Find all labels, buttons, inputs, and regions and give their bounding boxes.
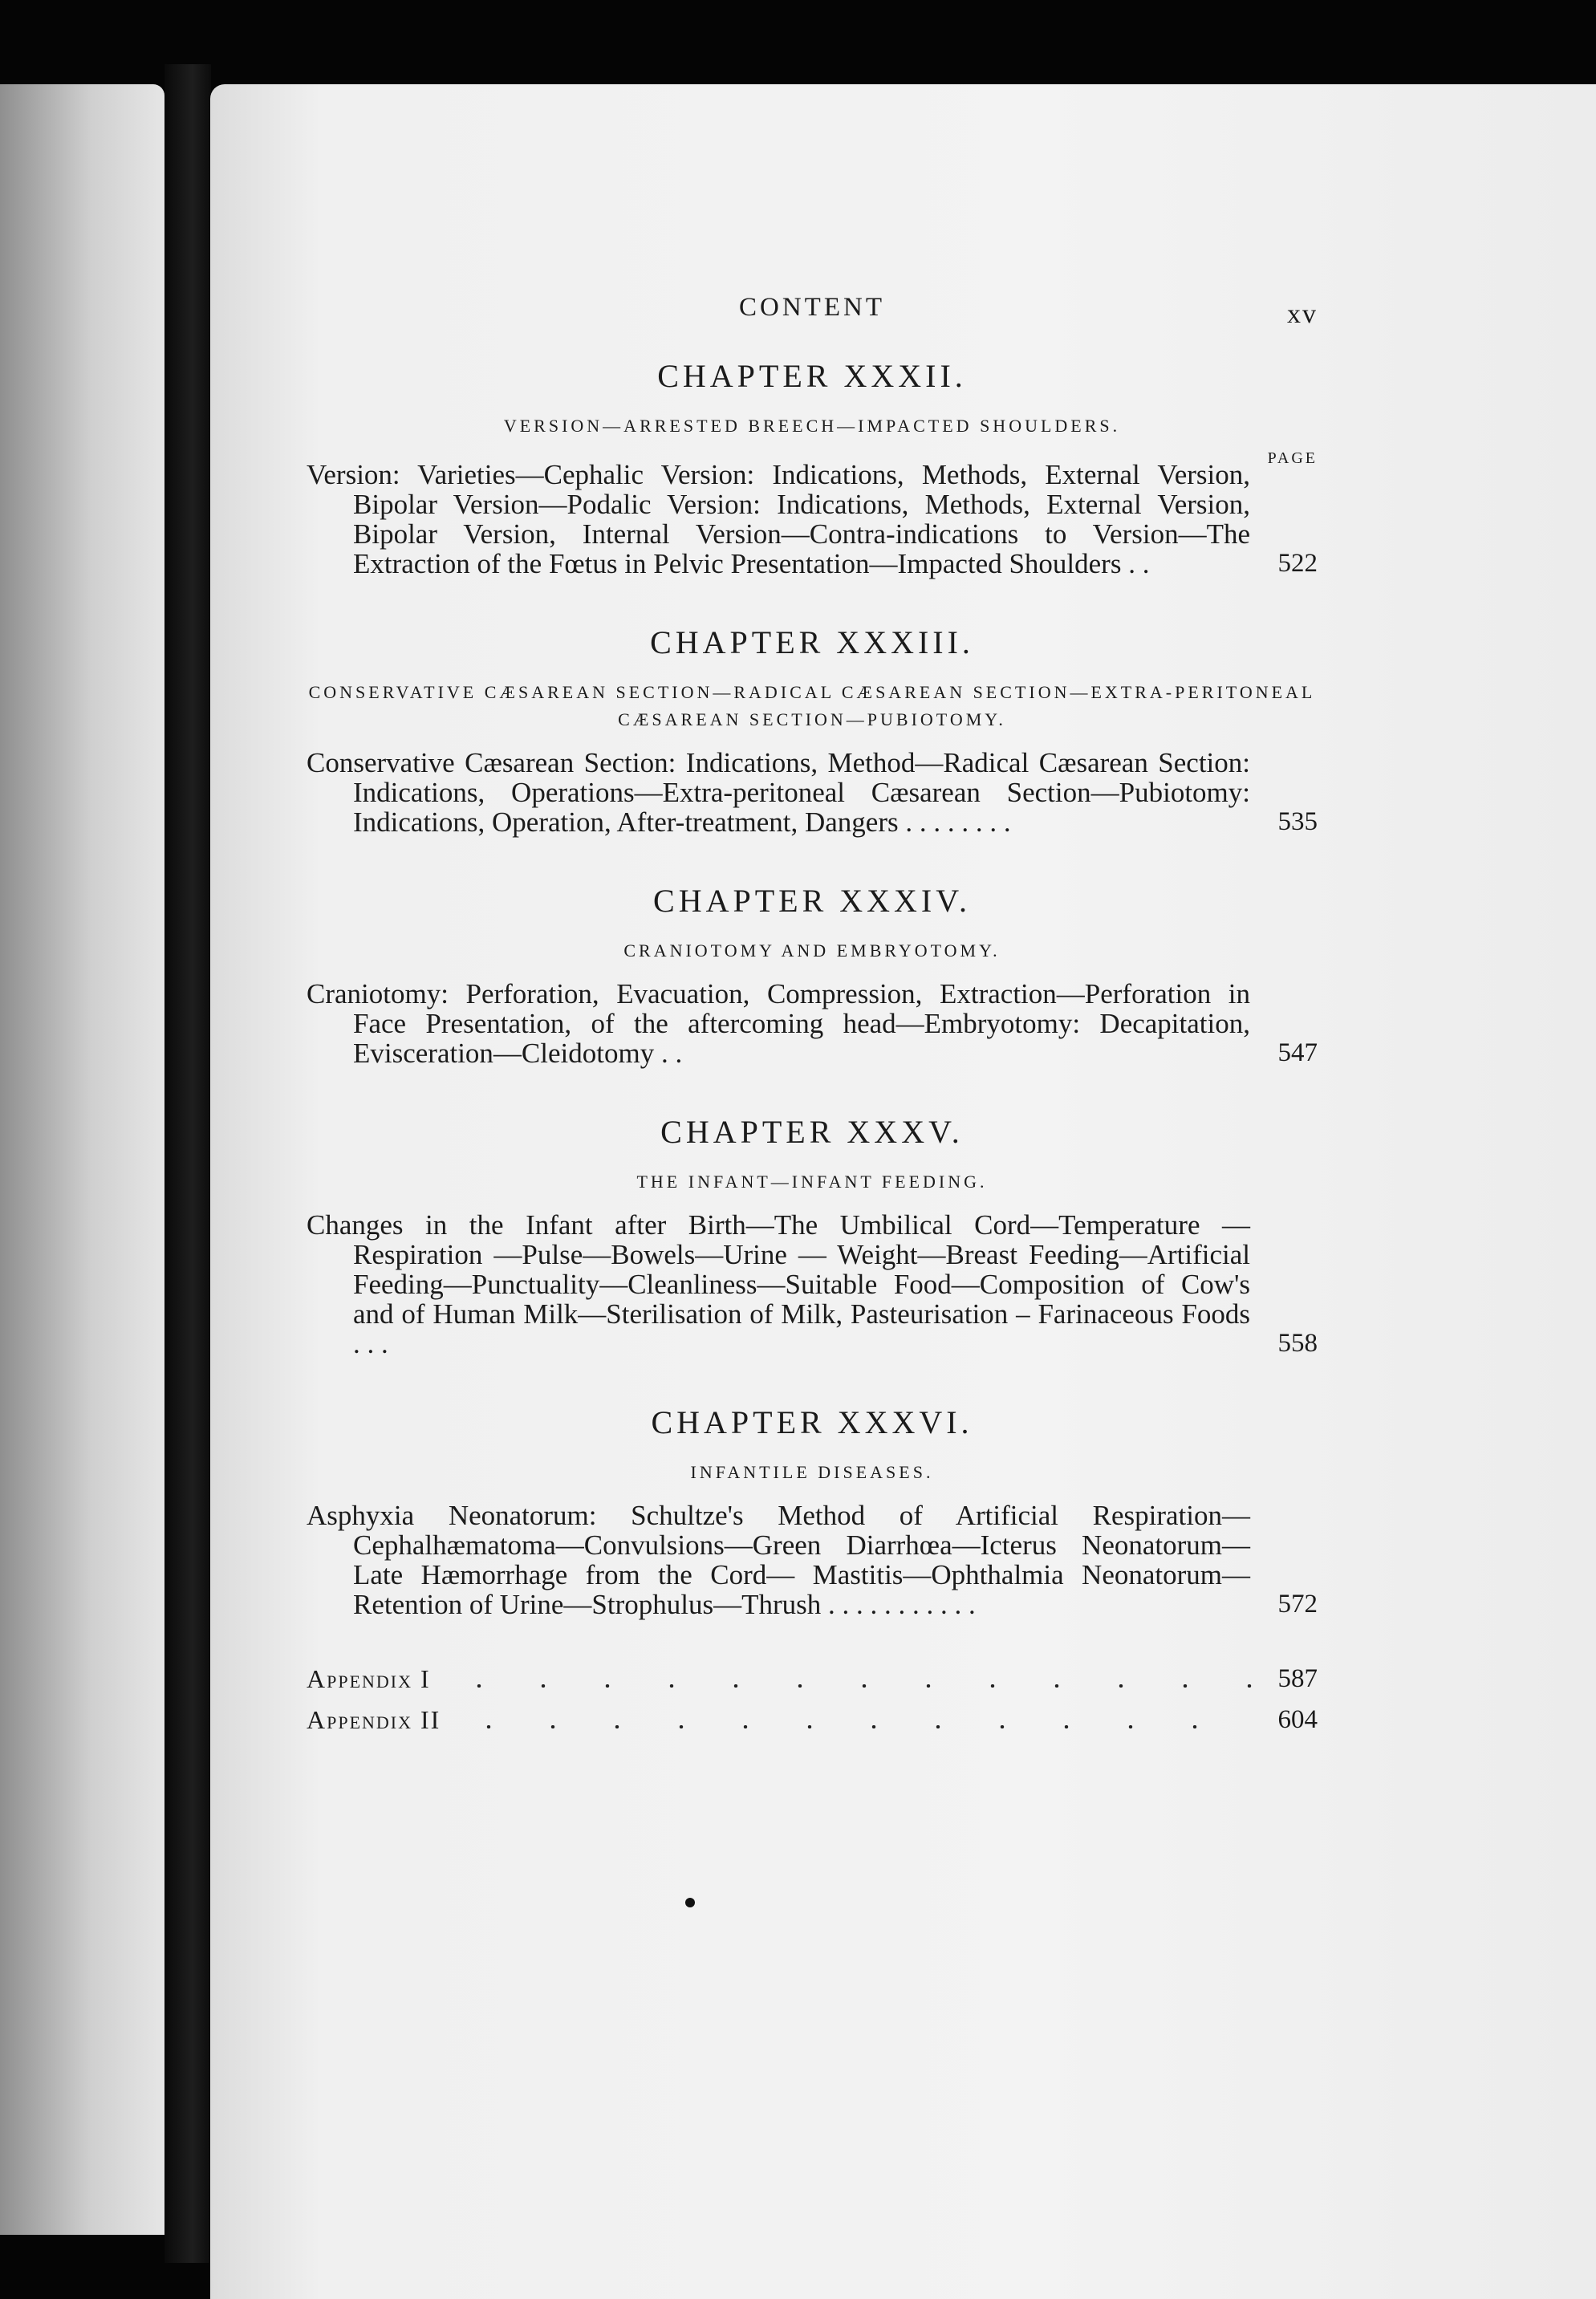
chapter-heading: CHAPTER XXXII. — [657, 358, 967, 394]
toc-entry — [307, 460, 1318, 579]
dot-leader — [457, 1725, 1252, 1728]
chapter-section — [307, 1113, 1318, 1359]
chapter-section — [307, 623, 1318, 837]
book-gutter — [164, 64, 211, 2263]
toc-entry — [307, 748, 1318, 837]
toc-entry-text: Asphyxia Neonatorum: Schultze's Method of Artificial Respiration—Cephalhæmatoma—Convulsions—Green Diarrhœa—Icterus Neonatorum—Late Hæmorrhage from the Cord— Mastitis—Ophthalmia Neonatorum—Retention of Urine—Strophulus—Thrush . . . . . . . . . . . — [307, 1500, 1250, 1620]
book-page — [210, 84, 1596, 2299]
chapter-section — [307, 1403, 1318, 1619]
chapter-section — [307, 357, 1318, 579]
running-title: CONTENT — [739, 293, 885, 322]
left-page-edge — [0, 84, 164, 2235]
chapter-subject: CRANIOTOMY AND EMBRYOTOMY. — [623, 940, 1001, 961]
chapter-heading: CHAPTER XXXIII. — [650, 624, 974, 660]
toc-entry — [307, 1501, 1318, 1619]
chapter-subject: THE INFANT—INFANT FEEDING. — [636, 1172, 988, 1192]
toc-entry — [307, 979, 1318, 1068]
toc-entry-page: 558 — [1277, 1329, 1318, 1358]
toc-entry — [307, 1210, 1318, 1359]
toc-entry-text: Conservative Cæsarean Section: Indications, Method—Radical Cæsarean Section: Indications, Operations—Extra-peritoneal Cæsarean Section—Pubiotomy: Indications, Operation, After-treatment, Dangers . . . . . . . . — [307, 747, 1250, 838]
running-head — [307, 293, 1318, 341]
appendix-label: Appendix II — [307, 1705, 441, 1734]
appendix-entry — [307, 1664, 1318, 1694]
toc-entry-text: Craniotomy: Perforation, Evacuation, Compression, Extraction—Perforation in Face Presentation, of the aftercoming head—Embryotomy: Decapitation, Evisceration—Cleidotomy . . — [307, 978, 1250, 1069]
toc-entry-text: Changes in the Infant after Birth—The Umbilical Cord—Temperature — Respiration —Pulse—Bowels—Urine — Weight—Breast Feeding—Artificial Feeding—Punctuality—Cleanliness—Suitable Food—Composition of Cow's and of Human Milk—Sterilisation of Milk, Pasteurisation – Farinaceous Foods . . . — [307, 1209, 1250, 1359]
page-column-label: PAGE — [1267, 449, 1318, 467]
toc-entry-page: 522 — [1277, 549, 1318, 578]
chapter-heading: CHAPTER XXXIV. — [653, 883, 971, 919]
chapter-heading: CHAPTER XXXV. — [660, 1114, 964, 1150]
stray-ink-dot — [685, 1898, 695, 1907]
chapter-heading: CHAPTER XXXVI. — [651, 1404, 973, 1440]
chapter-subject: CONSERVATIVE CÆSAREAN SECTION—RADICAL CÆSAREAN SECTION—EXTRA-PERITONEAL CÆSAREAN SECTION—PUBIOTOMY. — [308, 682, 1316, 729]
appendix-page: 587 — [1277, 1664, 1318, 1693]
chapter-subject: INFANTILE DISEASES. — [690, 1462, 934, 1482]
chapter-subject: VERSION—ARRESTED BREECH—IMPACTED SHOULDERS. — [503, 416, 1121, 436]
toc-entry-page: 547 — [1277, 1038, 1318, 1067]
page-number: xv — [1287, 299, 1318, 329]
table-of-contents — [307, 357, 1318, 1735]
appendix-page: 604 — [1277, 1705, 1318, 1734]
appendix-entry — [307, 1705, 1318, 1735]
chapter-section — [307, 882, 1318, 1068]
dot-leader — [447, 1684, 1252, 1688]
toc-entry-page: 535 — [1277, 807, 1318, 836]
appendix-label: Appendix I — [307, 1664, 431, 1693]
toc-entry-text: Version: Varieties—Cephalic Version: Indications, Methods, External Version, Bipolar Version—Podalic Version: Indications, Methods, External Version, Bipolar Version, Internal Version—Contra-indications to Version—The Extraction of the Fœtus in Pelvic Presentation—Impacted Shoulders . . — [307, 459, 1250, 579]
toc-entry-page: 572 — [1277, 1590, 1318, 1619]
